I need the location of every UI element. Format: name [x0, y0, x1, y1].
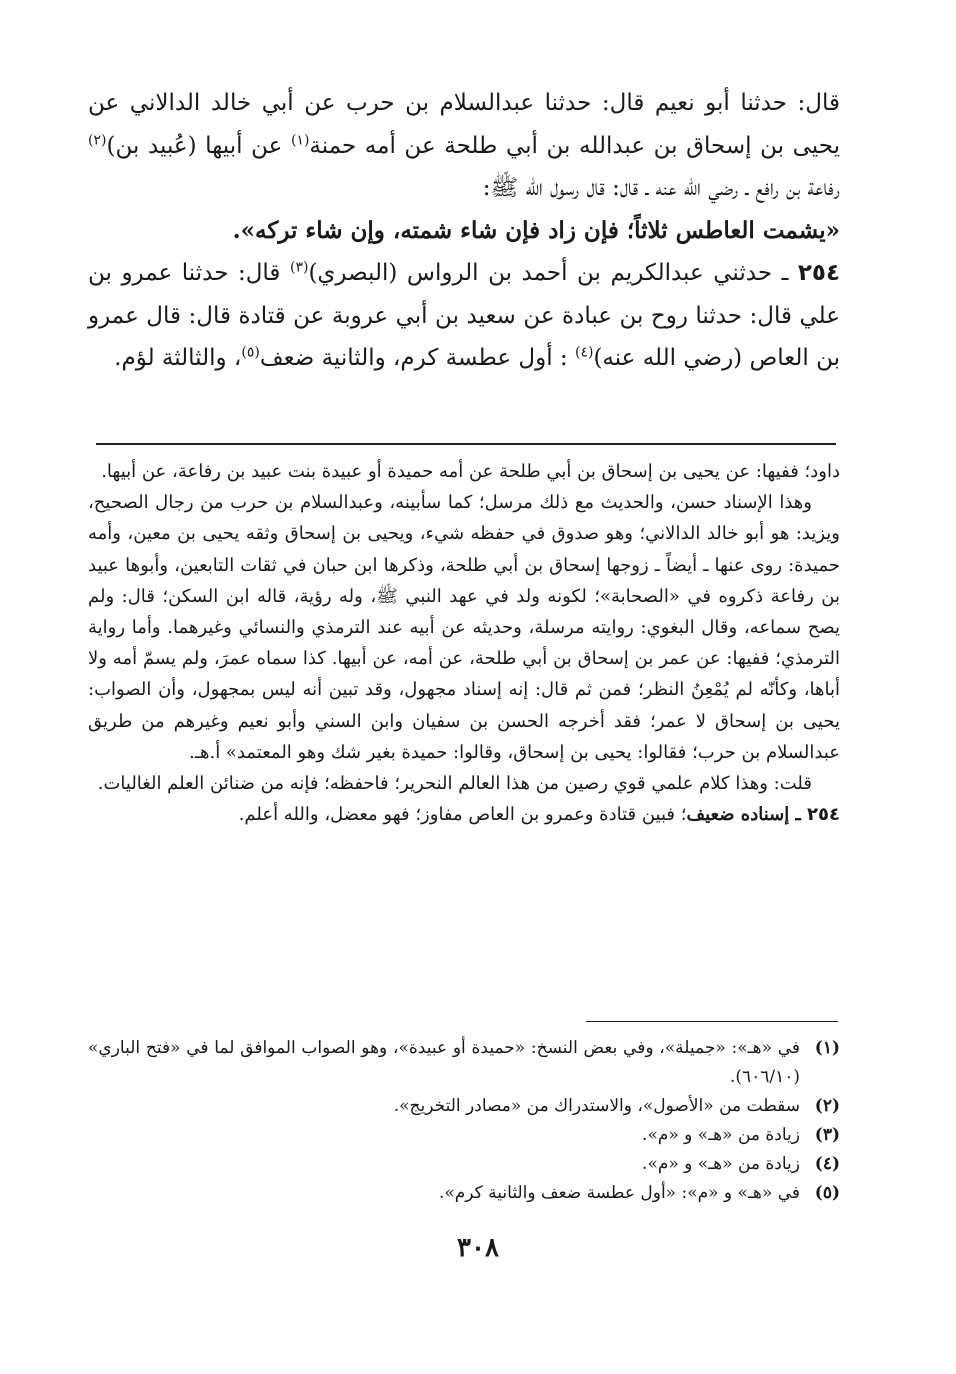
- footnote-item: (١) في «هـ»: «جميلة»، وفي بعض النسخ: «حميدة أو عبيدة»، وهو الصواب الموافق لما في «فتح الباري» (٦٠٦/١٠).: [88, 1038, 840, 1087]
- commentary-paragraph: وهذا الإسناد حسن، والحديث مع ذلك مرسل؛ كما سأبينه، وعبدالسلام بن حرب من رجال الصحيح، ويزيد: هو أبو خالد الدالاني؛ وهو صدوق في حفظه شيء، ويحيى بن إسحاق وثقه يحيى بن معين، وأمه حميدة: روى عنها ـ أيضاً ـ زوجها إسحاق بن أبي طلحة، وذكرها ابن حبان في ثقات التابعين، وأبوها عبيد بن رفاعة ذكروه في «الصحابة»؛ لكونه ولد في عهد النبي ﷺ، وله رؤية، قاله ابن السكن؛ قال: ولم يصح سماعه، وقال البغوي: روايته مرسلة، وحديثه عن أبيه عند الترمذي والنسائي وغيرهما. وأما رواية الترمذي؛ ففيها: عن عمر بن إسحاق بن أبي طلحة، عن أمه، عن أبيها. كذا سماه عمرَ، ولم يسمّ أمه ولا أباها، وكأنّه لم يُمْعِنُ النظر؛ فمن ثم قال: إنه إسناد مجهول، وقد تبين أنه ليس بمجهول، وأن الصواب: يحيى بن إسحاق لا عمر؛ فقد أخرجه الحسن بن سفيان وابن السني وأبو نعيم وغيرهم من طريق عبدالسلام بن حرب؛ فقالوا: يحيى بن إسحاق، وقالوا: حميدة بغير شك وهو المعتمد» أ.هـ.: [88, 492, 840, 763]
- commentary-section: [88, 456, 840, 830]
- footnotes: [88, 1034, 840, 1208]
- hadith-254-paragraph: ٢٥٤ ـ حدثني عبدالكريم بن أحمد بن الرواس (البصري)$^{(٣)}$ قال: حدثنا عمرو بن علي قال: حدثنا روح بن عبادة عن سعيد بن أبي عروبة عن قتادة قال: قال عمرو بن العاص (رضي الله عنه)$^{(٤)}$ : أول عطسة كرم، والثانية ضعف$^{(٥)}$، والثالثة لؤم.: [88, 259, 840, 371]
- hadith-text: «يشمت العاطس ثلاثاً؛ فإن زاد فإن شاء شمته، وإن شاء تركه».: [232, 216, 840, 244]
- hadith-number: ٢٥٤: [797, 260, 840, 286]
- footnote-item: (٤) زيادة من «هـ» و «م».: [642, 1154, 840, 1174]
- footnote-ref-5[interactable]: (٥): [241, 344, 260, 361]
- commentary-paragraph: ٢٥٤ ـ إسناده ضعيف؛ فبين قتادة وعمرو بن العاص مفاوز؛ فهو معضل، والله أعلم.: [238, 804, 840, 826]
- footnote-item: (٣) زيادة من «هـ» و «م».: [642, 1125, 840, 1145]
- footnote-item: (٥) في «هـ» و «م»: «أول عطسة ضعف والثانية كرم».: [438, 1183, 840, 1203]
- footnote-ref-2[interactable]: (٢): [88, 131, 107, 148]
- footnotes-divider: [586, 1021, 838, 1022]
- main-text: [88, 82, 840, 380]
- commentary-divider: [96, 443, 836, 445]
- hadith-253-paragraph: قال: حدثنا أبو نعيم قال: حدثنا عبدالسلام بن حرب عن أبي خالد الدالاني عن يحيى بن إسحاق بن عبدالله بن أبي طلحة عن أمه حمنة$^{(١)}$ عن أبيها (عُبيد بن)$^{(٢)}$ رفاعة بن رافع ـ رضي الله عنه ـ قال: قال رسول الله ﷺ: «يشمت العاطس ثلاثاً؛ فإن زاد فإن شاء شمته، وإن شاء تركه».: [88, 90, 840, 244]
- footnote-ref-3[interactable]: (٣): [289, 259, 309, 276]
- footnote-ref-4[interactable]: (٤): [574, 344, 594, 361]
- footnote-ref-1[interactable]: (١): [290, 131, 310, 148]
- page-number: ٣٠٨: [457, 1233, 499, 1263]
- commentary-paragraph: داود؛ ففيها: عن يحيى بن إسحاق بن أبي طلحة عن أمه حميدة أو عبيدة بنت عبيد بن رفاعة، عن أبيها.: [101, 461, 840, 482]
- footnote-item: (٢) سقطت من «الأصول»، والاستدراك من «مصادر التخريج».: [393, 1096, 840, 1116]
- commentary-paragraph: قلت: وهذا كلام علمي قوي رصين من هذا العالم النحرير؛ فاحفظه؛ فإنه من ضنائن العلم الغاليات.: [97, 773, 812, 795]
